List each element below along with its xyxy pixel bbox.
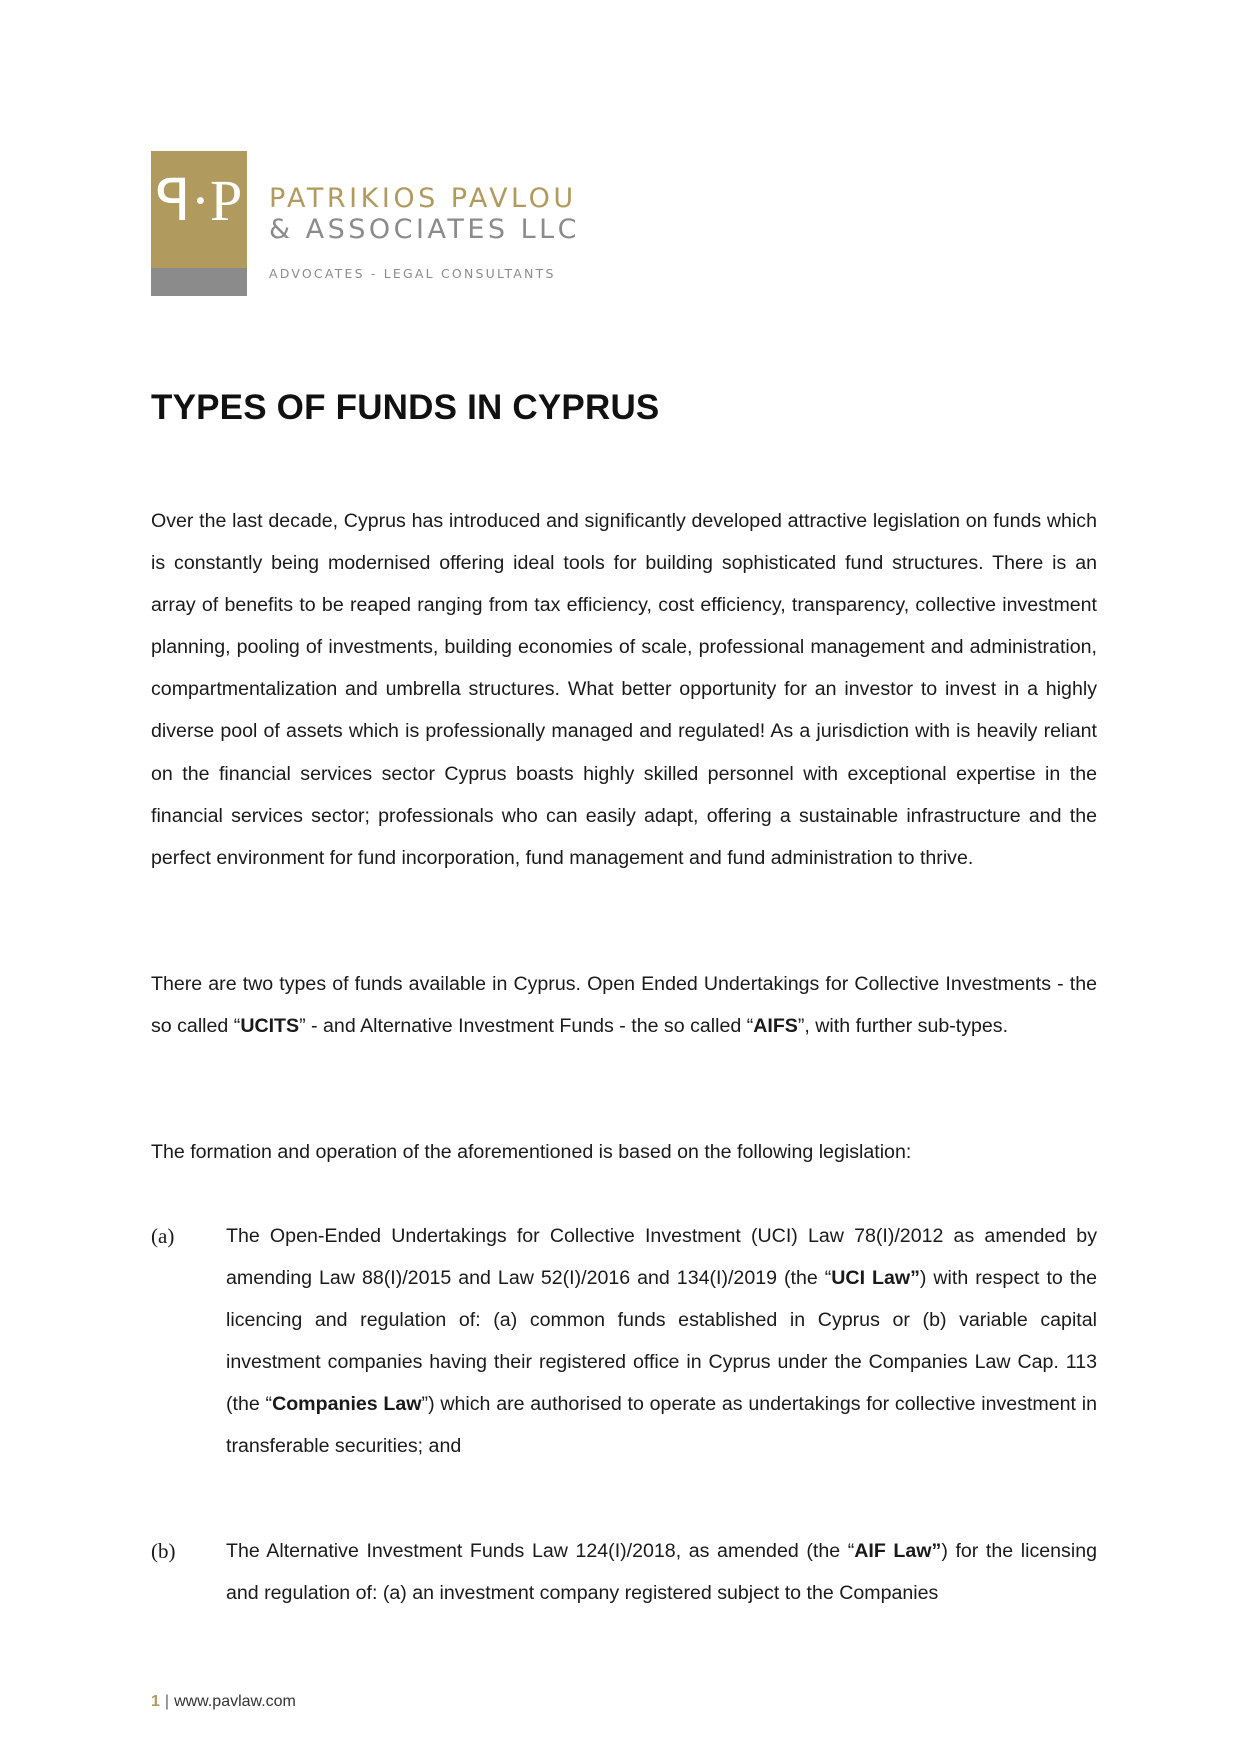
item-b-text-2: ) for the licensing and regulation of: (a) an investment company registered subject to the Companies xyxy=(226,1540,1097,1605)
item-label-a: (a) xyxy=(151,1224,175,1248)
logo-mark xyxy=(151,151,247,296)
aif-law-term: AIF Law” xyxy=(854,1540,942,1562)
item-a-text-1: The Open-Ended Undertakings for Collective Investment (UCI) Law 78(I)/2012 as amended by amending Law 88(I)/2015 and Law 52(I)/2016 and 134(I)/2019 (the “ xyxy=(226,1225,1097,1290)
logo-tagline: ADVOCATES - LEGAL CONSULTANTS xyxy=(269,266,556,281)
legislation-intro-paragraph: The formation and operation of the aforementioned is based on the following legislation: xyxy=(151,1141,912,1163)
page-number: 1 xyxy=(151,1693,160,1710)
footer-website: www.pavlaw.com xyxy=(174,1693,296,1710)
footer-separator: | xyxy=(164,1693,170,1710)
item-a-text-2: ) with respect to the licencing and regulation of: (a) common funds established in Cyprus or (b) variable capital investment companies having their registered office in Cyprus under the Companies Law Cap. 113 (the “ xyxy=(226,1267,1097,1416)
fund-types-text-2: ” - and Alternative Investment Funds - the so called “ xyxy=(299,1015,754,1038)
ucits-term: UCITS xyxy=(240,1015,300,1038)
fund-types-text-3: ”, with further sub-types. xyxy=(797,1015,1009,1038)
item-text-a xyxy=(226,1215,1097,1468)
logo-monogram: ꟼ·P xyxy=(155,168,243,233)
page-footer xyxy=(151,1693,296,1711)
item-label-b: (b) xyxy=(151,1539,176,1563)
uci-law-term: UCI Law” xyxy=(831,1267,920,1290)
item-text-b xyxy=(226,1530,1097,1614)
item-b-text-1: The Alternative Investment Funds Law 124(I)/2018, as amended (the “ xyxy=(226,1540,855,1562)
logo-firm-name-line2: & ASSOCIATES LLC xyxy=(269,214,581,245)
item-a-text-3: ”) which are authorised to operate as undertakings for collective investment in transferable securities; and xyxy=(226,1393,1097,1458)
intro-paragraph: Over the last decade, Cyprus has introduced and significantly developed attractive legislation on funds which is constantly being modernised offering ideal tools for building sophisticated fund structures. There is an array of benefits to be reaped ranging from tax efficiency, cost efficiency, transparency, collective investment planning, pooling of investments, building economies of scale, professional management and administration, compartmentalization and umbrella structures. What better opportunity for an investor to invest in a highly diverse pool of assets which is professionally managed and regulated! As a jurisdiction with is heavily reliant on the financial services sector Cyprus boasts highly skilled personnel with exceptional expertise in the financial services sector; professionals who can easily adapt, offering a sustainable infrastructure and the perfect environment for fund incorporation, fund management and fund administration to thrive. xyxy=(151,510,1097,869)
logo-grey-bar xyxy=(151,268,247,296)
document-title: TYPES OF FUNDS IN CYPRUS xyxy=(151,388,660,427)
fund-types-text-1: There are two types of funds available in Cyprus. Open Ended Undertakings for Collective Investments - the so called “ xyxy=(151,973,1097,1038)
fund-types-paragraph xyxy=(151,963,1097,1047)
companies-law-term: Companies Law xyxy=(272,1393,422,1416)
aifs-term: AIFS xyxy=(753,1015,798,1038)
firm-logo xyxy=(151,151,601,296)
logo-firm-name-line1: PATRIKIOS PAVLOU xyxy=(269,183,577,214)
